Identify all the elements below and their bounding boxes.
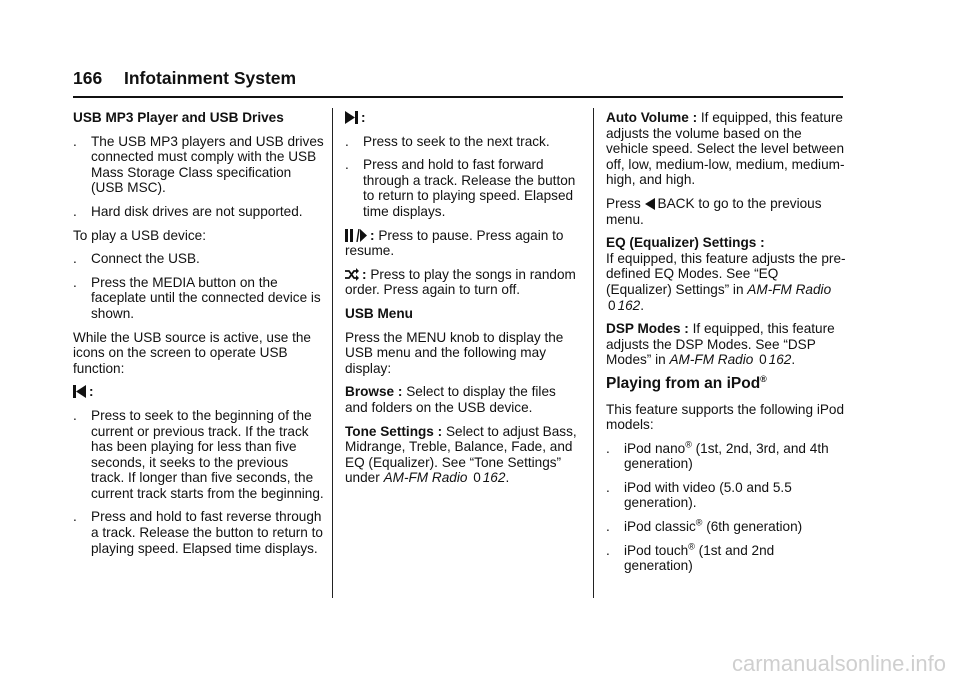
list-item: . iPod nano® (1st, 2nd, 3rd, and 4th generation): [606, 439, 829, 472]
list-item: . Press and hold to fast reverse through a track. Release the button to return to playing speed. Elapsed time displays.: [73, 509, 323, 556]
browse-paragraph: Browse : Select to display the files and folders on the USB device.: [345, 384, 556, 415]
list-item: . Press to seek to the next track.: [345, 133, 550, 149]
shuffle-icon: [345, 268, 359, 281]
column-2: [345, 110, 580, 494]
next-track-icon: [345, 111, 358, 124]
paragraph: To play a USB device:: [73, 227, 206, 243]
previous-track-icon: [73, 385, 86, 398]
section-heading: USB MP3 Player and USB Drives: [73, 110, 284, 125]
paragraph: This feature supports the following iPod models:: [606, 401, 845, 433]
list-item: . Connect the USB.: [73, 251, 200, 267]
list-item: . The USB MP3 players and USB drives connected must comply with the USB Mass Storage Class specification (USB MSC).: [73, 133, 324, 196]
list-item: . Press the MEDIA button on the faceplate until the connected device is shown.: [73, 274, 321, 321]
auto-volume-paragraph: Auto Volume : If equipped, this feature adjusts the volume based on the vehicle speed. Select the level between off, low, medium-low, medium, medium-high, and high.: [606, 110, 845, 188]
section-heading: USB Menu: [345, 305, 413, 321]
eq-paragraph: EQ (Equalizer) Settings : If equipped, this feature adjusts the pre-defined EQ Modes. See “EQ (Equalizer) Settings” in AM-FM Radio 0 162.: [606, 235, 846, 313]
header-rule: [73, 96, 843, 98]
list-item: . Press and hold to fast forward through a track. Release the button to return to playing speed. Elapsed time displays.: [345, 157, 576, 219]
column-3: [606, 110, 846, 582]
list-item: . iPod classic® (6th generation): [606, 517, 803, 535]
ipod-heading: Playing from an iPod®: [606, 373, 767, 392]
paragraph: Press the MENU knob to display the USB menu and the following may display:: [345, 329, 564, 376]
list-item: . iPod with video (5.0 and 5.5 generation).: [606, 479, 792, 511]
watermark: carmanualsonline.info: [731, 651, 946, 677]
paragraph: While the USB source is active, use the icons on the screen to operate USB function:: [73, 329, 311, 376]
page-header: [73, 68, 297, 99]
column-1: [73, 110, 325, 564]
back-paragraph: Press BACK to go to the previous menu.: [606, 195, 822, 227]
prev-control-label: :: [73, 384, 325, 400]
back-icon: [645, 198, 655, 210]
shuffle-paragraph: : Press to play the songs in random order. Press again to turn off.: [345, 266, 576, 298]
tone-paragraph: Tone Settings : Select to adjust Bass, Midrange, Treble, Balance, Fade, and EQ (Equalizer). See “Tone Settings” under AM-FM Radio 0 162.: [345, 423, 577, 486]
list-item: . Hard disk drives are not supported.: [73, 203, 303, 219]
next-control-label: :: [345, 110, 580, 126]
pause-play-icon: [345, 229, 367, 242]
column-divider: [332, 108, 333, 598]
list-item: . iPod touch® (1st and 2nd generation): [606, 541, 775, 574]
list-item: . Press to seek to the beginning of the current or previous track. If the track has been playing for less than five seconds, it seeks to the previous track. If longer than five seconds, the current track starts from the beginning.: [73, 407, 324, 501]
pause-play-paragraph: : Press to pause. Press again to resume.: [345, 227, 564, 259]
dsp-paragraph: DSP Modes : If equipped, this feature adjusts the DSP Modes. See “DSP Modes” in AM-FM Radio 0 162.: [606, 321, 835, 368]
page-title: Infotainment System: [123, 68, 297, 88]
page-number: 166: [73, 68, 103, 88]
column-divider: [593, 108, 594, 598]
